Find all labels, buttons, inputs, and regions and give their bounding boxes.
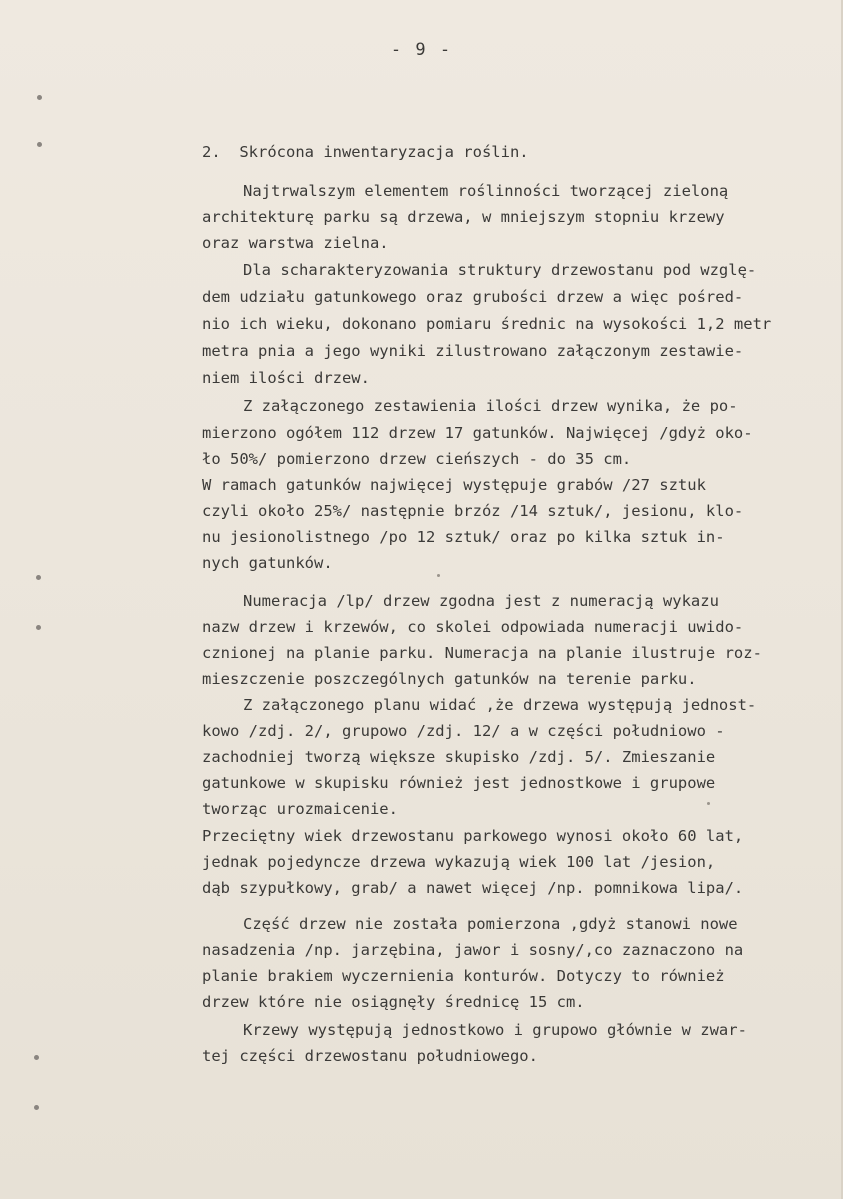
text-line: architekturę parku są drzewa, w mniejszym stopniu krzewy: [202, 208, 725, 226]
text-line: dąb szypułkowy, grab/ a nawet więcej /np. pomnikowa lipa/.: [202, 879, 744, 897]
section-title: 2. Skrócona inwentaryzacja roślin.: [202, 143, 529, 161]
paper-speck: [437, 574, 440, 577]
text-line: mierzono ogółem 112 drzew 17 gatunków. Najwięcej /gdyż oko-: [202, 424, 753, 442]
text-line: Numeracja /lp/ drzew zgodna jest z numeracją wykazu: [243, 592, 719, 610]
text-line: Część drzew nie została pomierzona ,gdyż stanowi nowe: [243, 915, 738, 933]
text-line: kowo /zdj. 2/, grupowo /zdj. 12/ a w części południowo -: [202, 722, 725, 740]
text-line: Z załączonego zestawienia ilości drzew wynika, że po-: [243, 397, 738, 415]
text-line: gatunkowe w skupisku również jest jednostkowe i grupowe: [202, 774, 716, 792]
text-line: mieszczenie poszczególnych gatunków na terenie parku.: [202, 670, 697, 688]
paper-speck: [707, 802, 710, 805]
binding-hole: [36, 625, 41, 630]
binding-hole: [36, 575, 41, 580]
text-line: nasadzenia /np. jarzębina, jawor i sosny/,co zaznaczono na: [202, 941, 744, 959]
text-line: czyli około 25%/ następnie brzóz /14 sztuk/, jesionu, klo-: [202, 502, 744, 520]
binding-hole: [37, 142, 42, 147]
text-line: Z załączonego planu widać ,że drzewa występują jednost-: [243, 696, 757, 714]
binding-hole: [34, 1055, 39, 1060]
text-line: drzew które nie osiągnęły średnicę 15 cm.: [202, 993, 585, 1011]
text-line: Przeciętny wiek drzewostanu parkowego wynosi około 60 lat,: [202, 827, 744, 845]
binding-hole: [34, 1105, 39, 1110]
text-line: ło 50%/ pomierzono drzew cieńszych - do 35 cm.: [202, 450, 632, 468]
text-line: Najtrwalszym elementem roślinności tworzącej zieloną: [243, 182, 729, 200]
text-line: jednak pojedyncze drzewa wykazują wiek 100 lat /jesion,: [202, 853, 716, 871]
text-line: nazw drzew i krzewów, co skolei odpowiada numeracji uwido-: [202, 618, 744, 636]
text-line: planie brakiem wyczernienia konturów. Dotyczy to również: [202, 967, 725, 985]
page-number: - 9 -: [390, 40, 453, 60]
text-line: dem udziału gatunkowego oraz grubości drzew a więc pośred-: [202, 288, 744, 306]
text-line: W ramach gatunków najwięcej występuje grabów /27 sztuk: [202, 476, 706, 494]
text-line: nu jesionolistnego /po 12 sztuk/ oraz po kilka sztuk in-: [202, 528, 725, 546]
binding-hole: [37, 95, 42, 100]
text-line: zachodniej tworzą większe skupisko /zdj. 5/. Zmieszanie: [202, 748, 716, 766]
text-line: metra pnia a jego wyniki zilustrowano załączonym zestawie-: [202, 342, 744, 360]
text-line: cznionej na planie parku. Numeracja na planie ilustruje roz-: [202, 644, 762, 662]
text-line: Dla scharakteryzowania struktury drzewostanu pod wzglę-: [243, 261, 757, 279]
text-line: tej części drzewostanu południowego.: [202, 1047, 538, 1065]
text-line: nio ich wieku, dokonano pomiaru średnic na wysokości 1,2 metr: [202, 315, 772, 333]
text-line: Krzewy występują jednostkowo i grupowo głównie w zwar-: [243, 1021, 747, 1039]
text-line: tworząc urozmaicenie.: [202, 800, 398, 818]
text-line: nych gatunków.: [202, 554, 333, 572]
text-line: oraz warstwa zielna.: [202, 234, 389, 252]
text-line: niem ilości drzew.: [202, 369, 370, 387]
